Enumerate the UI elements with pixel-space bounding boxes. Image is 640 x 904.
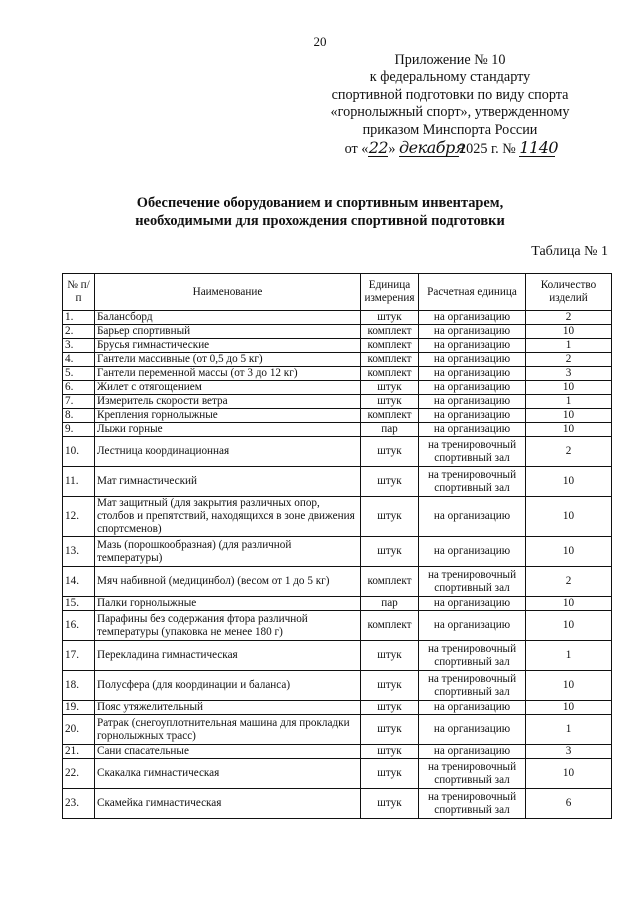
cell-name: Перекладина гимнастическая — [95, 641, 361, 671]
cell-name: Мяч набивной (медицинбол) (весом от 1 до 5 кг) — [95, 567, 361, 597]
cell-unit: штук — [361, 437, 419, 467]
cell-num: 21. — [63, 745, 95, 759]
appendix-line: приказом Минспорта России — [362, 121, 538, 138]
cell-unit: штук — [361, 759, 419, 789]
cell-qty: 1 — [526, 395, 612, 409]
table-row — [63, 611, 612, 641]
cell-name: Крепления горнолыжные — [95, 409, 361, 423]
handwritten-date: 22 — [368, 138, 389, 158]
cell-unit: комплект — [361, 409, 419, 423]
order-mid: » — [388, 141, 396, 158]
cell-calc: на организацию — [419, 715, 526, 745]
table-row — [63, 715, 612, 745]
cell-qty: 1 — [526, 339, 612, 353]
cell-calc: на тренировочный спортивный зал — [419, 467, 526, 497]
cell-unit: комплект — [361, 611, 419, 641]
cell-unit: штук — [361, 537, 419, 567]
cell-name: Лыжи горные — [95, 423, 361, 437]
appendix-line: «горнолыжный спорт», утвержденному — [330, 104, 570, 121]
order-prefix: от « — [344, 141, 369, 158]
cell-calc: на организацию — [419, 311, 526, 325]
document-title — [0, 194, 640, 230]
cell-calc: на организацию — [419, 497, 526, 537]
table-row — [63, 409, 612, 423]
table-label: Таблица № 1 — [531, 244, 608, 259]
cell-unit: штук — [361, 497, 419, 537]
cell-qty: 10 — [526, 409, 612, 423]
table-row — [63, 467, 612, 497]
cell-qty: 6 — [526, 789, 612, 819]
cell-name: Мазь (порошкообразная) (для различной температуры) — [95, 537, 361, 567]
cell-calc: на организацию — [419, 423, 526, 437]
cell-calc: на организацию — [419, 353, 526, 367]
cell-name: Скакалка гимнастическая — [95, 759, 361, 789]
table-row — [63, 437, 612, 467]
cell-qty: 10 — [526, 671, 612, 701]
cell-calc: на организацию — [419, 395, 526, 409]
cell-qty: 10 — [526, 497, 612, 537]
equipment-table — [62, 273, 612, 819]
cell-num: 10. — [63, 437, 95, 467]
title-line: Обеспечение оборудованием и спортивным инвентарем, — [136, 195, 504, 211]
cell-num: 2. — [63, 325, 95, 339]
cell-name: Барьер спортивный — [95, 325, 361, 339]
table-row — [63, 339, 612, 353]
cell-num: 1. — [63, 311, 95, 325]
cell-unit: штук — [361, 467, 419, 497]
cell-qty: 10 — [526, 537, 612, 567]
page-number: 20 — [313, 34, 327, 49]
cell-num: 3. — [63, 339, 95, 353]
cell-name: Палки горнолыжные — [95, 597, 361, 611]
cell-qty: 10 — [526, 423, 612, 437]
title-line: необходимыми для прохождения спортивной подготовки — [135, 213, 505, 229]
cell-num: 7. — [63, 395, 95, 409]
cell-num: 15. — [63, 597, 95, 611]
cell-name: Парафины без содержания фтора различной температуры (упаковка не менее 180 г) — [95, 611, 361, 641]
cell-name: Лестница координационная — [95, 437, 361, 467]
cell-qty: 2 — [526, 437, 612, 467]
cell-qty: 10 — [526, 597, 612, 611]
cell-qty: 2 — [526, 353, 612, 367]
cell-name: Пояс утяжелительный — [95, 701, 361, 715]
cell-name: Измеритель скорости ветра — [95, 395, 361, 409]
table-row — [63, 641, 612, 671]
cell-num: 8. — [63, 409, 95, 423]
table-row — [63, 367, 612, 381]
cell-qty: 2 — [526, 567, 612, 597]
cell-num: 6. — [63, 381, 95, 395]
cell-calc: на организацию — [419, 367, 526, 381]
handwritten-month: декабря — [399, 138, 465, 158]
cell-unit: пар — [361, 597, 419, 611]
cell-calc: на тренировочный спортивный зал — [419, 437, 526, 467]
cell-unit: штук — [361, 671, 419, 701]
cell-calc: на организацию — [419, 745, 526, 759]
cell-unit: комплект — [361, 339, 419, 353]
cell-qty: 10 — [526, 701, 612, 715]
appendix-line: спортивной подготовки по виду спорта — [331, 86, 569, 103]
cell-unit: комплект — [361, 567, 419, 597]
cell-calc: на организацию — [419, 381, 526, 395]
cell-unit: штук — [361, 715, 419, 745]
cell-name: Полусфера (для координации и баланса) — [95, 671, 361, 701]
header-unit: Единица измерения — [361, 274, 419, 311]
table-row — [63, 325, 612, 339]
cell-calc: на организацию — [419, 597, 526, 611]
table-row — [63, 381, 612, 395]
table-row — [63, 497, 612, 537]
cell-calc: на организацию — [419, 339, 526, 353]
table-row — [63, 537, 612, 567]
header-calc: Расчетная единица — [419, 274, 526, 311]
cell-qty: 1 — [526, 715, 612, 745]
table-row — [63, 745, 612, 759]
table-row — [63, 759, 612, 789]
cell-num: 9. — [63, 423, 95, 437]
cell-num: 18. — [63, 671, 95, 701]
header-num: № п/п — [63, 274, 95, 311]
cell-num: 13. — [63, 537, 95, 567]
cell-calc: на тренировочный спортивный зал — [419, 759, 526, 789]
cell-unit: пар — [361, 423, 419, 437]
cell-num: 5. — [63, 367, 95, 381]
cell-unit: штук — [361, 395, 419, 409]
cell-calc: на организацию — [419, 611, 526, 641]
cell-num: 22. — [63, 759, 95, 789]
order-line — [300, 139, 600, 158]
cell-calc: на тренировочный спортивный зал — [419, 789, 526, 819]
cell-calc: на организацию — [419, 537, 526, 567]
cell-name: Мат защитный (для закрытия различных опор, столбов и препятствий, находящихся в зоне движения спортсменов) — [95, 497, 361, 537]
cell-num: 19. — [63, 701, 95, 715]
cell-name: Балансборд — [95, 311, 361, 325]
appendix-header — [300, 52, 600, 158]
cell-name: Сани спасательные — [95, 745, 361, 759]
cell-num: 14. — [63, 567, 95, 597]
cell-calc: на тренировочный спортивный зал — [419, 567, 526, 597]
cell-num: 16. — [63, 611, 95, 641]
cell-num: 23. — [63, 789, 95, 819]
cell-num: 12. — [63, 497, 95, 537]
table-row — [63, 567, 612, 597]
cell-unit: штук — [361, 311, 419, 325]
header-qty: Количество изделий — [526, 274, 612, 311]
table-header-row — [63, 274, 612, 311]
cell-unit: штук — [361, 641, 419, 671]
header-name: Наименование — [95, 274, 361, 311]
cell-name: Гантели массивные (от 0,5 до 5 кг) — [95, 353, 361, 367]
table-row — [63, 423, 612, 437]
cell-qty: 10 — [526, 467, 612, 497]
cell-qty: 3 — [526, 367, 612, 381]
cell-name: Ратрак (снегоуплотнительная машина для прокладки горнолыжных трасс) — [95, 715, 361, 745]
cell-name: Мат гимнастический — [95, 467, 361, 497]
cell-qty: 10 — [526, 611, 612, 641]
table-row — [63, 597, 612, 611]
cell-num: 4. — [63, 353, 95, 367]
handwritten-order-number: 1140 — [519, 138, 559, 158]
cell-name: Гантели переменной массы (от 3 до 12 кг) — [95, 367, 361, 381]
cell-qty: 10 — [526, 759, 612, 789]
cell-calc: на организацию — [419, 325, 526, 339]
cell-unit: штук — [361, 381, 419, 395]
cell-calc: на организацию — [419, 701, 526, 715]
cell-qty: 3 — [526, 745, 612, 759]
table-body — [63, 311, 612, 819]
cell-unit: комплект — [361, 367, 419, 381]
table-row — [63, 311, 612, 325]
order-year: 2025 г. № — [459, 141, 516, 158]
table-row — [63, 671, 612, 701]
cell-calc: на организацию — [419, 409, 526, 423]
table-row — [63, 395, 612, 409]
cell-qty: 10 — [526, 381, 612, 395]
cell-num: 11. — [63, 467, 95, 497]
cell-calc: на тренировочный спортивный зал — [419, 671, 526, 701]
cell-unit: комплект — [361, 325, 419, 339]
cell-qty: 2 — [526, 311, 612, 325]
cell-calc: на тренировочный спортивный зал — [419, 641, 526, 671]
table-row — [63, 789, 612, 819]
appendix-line: к федеральному стандарту — [369, 69, 531, 86]
cell-unit: штук — [361, 745, 419, 759]
table-row — [63, 353, 612, 367]
cell-unit: комплект — [361, 353, 419, 367]
cell-unit: штук — [361, 701, 419, 715]
cell-unit: штук — [361, 789, 419, 819]
cell-num: 20. — [63, 715, 95, 745]
cell-name: Жилет с отягощением — [95, 381, 361, 395]
table-row — [63, 701, 612, 715]
appendix-title: Приложение № 10 — [394, 52, 506, 68]
cell-name: Брусья гимнастические — [95, 339, 361, 353]
cell-qty: 10 — [526, 325, 612, 339]
cell-qty: 1 — [526, 641, 612, 671]
cell-num: 17. — [63, 641, 95, 671]
cell-name: Скамейка гимнастическая — [95, 789, 361, 819]
